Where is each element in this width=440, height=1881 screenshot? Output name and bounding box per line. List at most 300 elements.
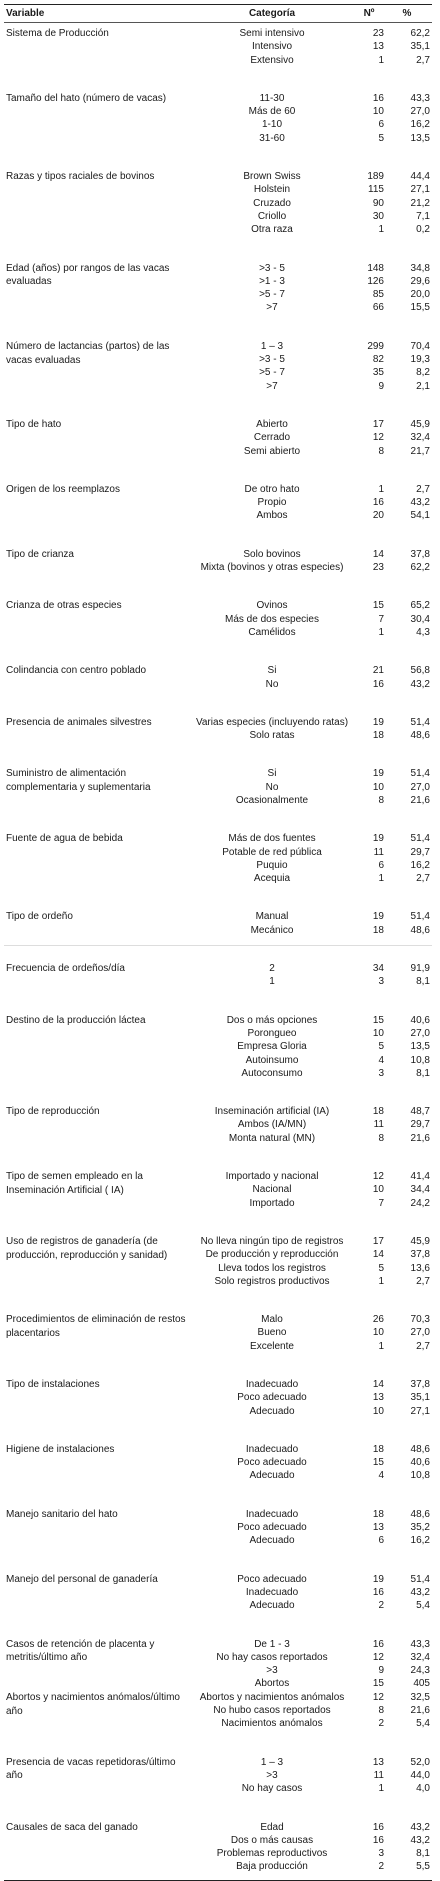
variable-label: Edad (años) por rangos de las vacas evaluadas xyxy=(6,262,170,288)
count-cell: 10 xyxy=(372,106,384,118)
category-cell: Holstein xyxy=(253,184,291,196)
count-cell: 34 xyxy=(372,963,384,975)
table-row xyxy=(4,1275,432,1288)
table-row xyxy=(4,1860,432,1873)
table-body xyxy=(4,23,432,1874)
category-cell: Malo xyxy=(261,1314,283,1326)
count-cell: 126 xyxy=(367,275,384,287)
count-cell: 12 xyxy=(372,1651,384,1663)
table-row xyxy=(4,1067,432,1080)
count-cell: 1 xyxy=(378,483,384,495)
percent-cell: 405 xyxy=(413,1678,430,1690)
percent-cell: 20,0 xyxy=(410,289,430,301)
count-cell: 5 xyxy=(378,1041,384,1053)
count-cell: 1 xyxy=(378,626,384,638)
table-row xyxy=(4,40,432,53)
count-cell: 1 xyxy=(378,1275,384,1287)
percent-cell: 27,0 xyxy=(410,1327,430,1339)
variable-label: Origen de los reemplazos xyxy=(6,483,120,495)
category-cell: No xyxy=(265,678,279,690)
percent-cell: 5,5 xyxy=(416,1861,430,1873)
category-cell: >3 xyxy=(266,1665,278,1677)
category-cell: Semi intensivo xyxy=(239,28,305,39)
count-cell: 189 xyxy=(367,171,384,183)
table-row xyxy=(4,794,432,807)
variable-label: Fuente de agua de bebida xyxy=(6,833,123,845)
count-cell: 3 xyxy=(378,976,384,988)
count-cell: 3 xyxy=(378,1848,384,1860)
variable-group xyxy=(4,767,432,807)
table-row xyxy=(4,380,432,393)
count-cell: 13 xyxy=(372,1522,384,1534)
variable-group xyxy=(4,599,432,639)
variable-group xyxy=(4,1105,432,1145)
count-cell: 13 xyxy=(372,1392,384,1404)
variable-label: Tipo de hato xyxy=(6,418,62,430)
category-cell: Abierto xyxy=(256,418,288,430)
table-row xyxy=(4,872,432,885)
table-row xyxy=(4,1521,432,1534)
count-cell: 10 xyxy=(372,1327,384,1339)
table-row xyxy=(4,496,432,509)
variable-group xyxy=(4,1508,432,1548)
percent-cell: 43,2 xyxy=(410,678,430,690)
count-cell: 17 xyxy=(372,1235,384,1247)
category-cell: 1 – 3 xyxy=(260,340,284,352)
percent-cell: 19,3 xyxy=(410,354,430,366)
percent-cell: 8,1 xyxy=(416,976,430,988)
variable-label: Tamaño del hato (número de vacas) xyxy=(6,92,167,104)
count-cell: 18 xyxy=(372,1443,384,1455)
count-cell: 21 xyxy=(372,665,384,677)
percent-cell: 27,0 xyxy=(410,1027,430,1039)
count-cell: 10 xyxy=(372,781,384,793)
percent-cell: 8,1 xyxy=(416,1067,430,1079)
category-cell: Poco adecuado xyxy=(237,1573,307,1585)
category-cell: Más de 60 xyxy=(248,106,296,118)
table-row xyxy=(4,1262,432,1275)
table-row xyxy=(4,1534,432,1547)
table-row xyxy=(4,1197,432,1210)
table-row xyxy=(4,859,432,872)
category-cell: Dos o más causas xyxy=(230,1834,314,1846)
table-row xyxy=(4,431,432,444)
count-cell: 15 xyxy=(372,1457,384,1469)
category-cell: Inadecuado xyxy=(245,1586,299,1598)
percent-cell: 13,5 xyxy=(410,132,430,144)
percent-cell: 48,7 xyxy=(410,1106,430,1118)
count-cell: 2 xyxy=(378,1718,384,1730)
percent-cell: 16,2 xyxy=(410,859,430,871)
count-cell: 66 xyxy=(372,302,384,314)
variable-label: Manejo sanitario del hato xyxy=(6,1508,118,1520)
percent-cell: 13,5 xyxy=(410,1041,430,1053)
category-cell: Baja producción xyxy=(236,1861,308,1873)
count-cell: 23 xyxy=(372,28,384,39)
count-cell: 8 xyxy=(378,445,384,457)
count-cell: 16 xyxy=(372,1834,384,1846)
category-cell: Importado xyxy=(249,1197,295,1209)
percent-cell: 45,9 xyxy=(410,1235,430,1247)
percent-cell: 21,7 xyxy=(410,445,430,457)
count-cell: 5 xyxy=(378,1262,384,1274)
percent-cell: 45,9 xyxy=(410,418,430,430)
table-row xyxy=(4,301,432,314)
count-cell: 16 xyxy=(372,1586,384,1598)
category-cell: Edad xyxy=(260,1821,284,1833)
percent-cell: 2,7 xyxy=(416,54,430,66)
header-count: Nº xyxy=(363,8,375,19)
percent-cell: 51,4 xyxy=(410,833,430,845)
table-row xyxy=(4,1834,432,1847)
table-row xyxy=(4,1677,432,1690)
table-row xyxy=(4,197,432,210)
category-cell: >7 xyxy=(266,380,278,392)
category-cell: Más de dos fuentes xyxy=(228,833,316,845)
category-cell: No hay casos xyxy=(241,1783,303,1795)
percent-cell: 2,7 xyxy=(416,1275,430,1287)
count-cell: 19 xyxy=(372,716,384,728)
category-cell: Autoconsumo xyxy=(241,1067,303,1079)
percent-cell: 43,3 xyxy=(410,1638,430,1650)
table-row xyxy=(4,210,432,223)
table-row xyxy=(4,1782,432,1795)
count-cell: 5 xyxy=(378,132,384,144)
category-cell: Cruzado xyxy=(253,197,291,209)
variable-label: Manejo del personal de ganadería xyxy=(6,1573,158,1585)
table-row xyxy=(4,678,432,691)
count-cell: 20 xyxy=(372,510,384,522)
percent-cell: 2,7 xyxy=(416,483,430,495)
category-cell: Importado y nacional xyxy=(225,1171,319,1183)
category-cell: >3 - 5 xyxy=(259,354,285,366)
percent-cell: 21,6 xyxy=(410,1132,430,1144)
count-cell: 148 xyxy=(367,262,384,274)
count-cell: 14 xyxy=(372,1249,384,1261)
percent-cell: 8,1 xyxy=(416,1848,430,1860)
table-row xyxy=(4,626,432,639)
variable-label: Procedimientos de eliminación de restos placentarios xyxy=(6,1314,186,1339)
category-cell: >1 - 3 xyxy=(259,275,285,287)
table-row xyxy=(4,509,432,522)
variable-label: Tipo de instalaciones xyxy=(6,1379,100,1390)
count-cell: 10 xyxy=(372,1405,384,1417)
count-cell: 4 xyxy=(378,1470,384,1482)
percent-cell: 16,2 xyxy=(410,119,430,131)
variable-label: Tipo de reproducción xyxy=(6,1106,100,1118)
count-cell: 14 xyxy=(372,548,384,560)
category-cell: Inadecuado xyxy=(245,1443,299,1455)
variable-group xyxy=(4,23,432,67)
category-cell: Acequia xyxy=(253,873,291,885)
category-cell: Otra raza xyxy=(251,224,293,236)
variable-group xyxy=(4,1313,432,1353)
percent-cell: 91,9 xyxy=(410,963,430,975)
count-cell: 16 xyxy=(372,92,384,104)
count-cell: 15 xyxy=(372,1678,384,1690)
variable-group xyxy=(4,262,432,315)
variable-group xyxy=(4,418,432,458)
category-cell: >5 - 7 xyxy=(259,367,285,379)
variable-group xyxy=(4,910,432,937)
variable-group xyxy=(4,1638,432,1678)
category-cell: Extensivo xyxy=(250,54,294,66)
category-cell: Camélidos xyxy=(248,626,296,638)
header-category: Categoría xyxy=(248,8,296,19)
percent-cell: 37,8 xyxy=(410,548,430,560)
count-cell: 19 xyxy=(372,768,384,780)
category-cell: Propio xyxy=(257,497,287,509)
table-row xyxy=(4,1340,432,1353)
category-cell: De 1 - 3 xyxy=(254,1638,290,1650)
variable-label: Razas y tipos raciales de bovinos xyxy=(6,171,155,183)
table-row xyxy=(4,561,432,574)
category-cell: >3 - 5 xyxy=(259,262,285,274)
variable-group xyxy=(4,170,432,236)
percent-cell: 52,0 xyxy=(410,1756,430,1768)
variable-label: Casos de retención de placenta y metritis/último año xyxy=(6,1638,155,1664)
count-cell: 8 xyxy=(378,794,384,806)
percent-cell: 41,4 xyxy=(410,1171,430,1183)
category-cell: Ocasionalmente xyxy=(235,794,309,806)
count-cell: 1 xyxy=(378,1340,384,1352)
percent-cell: 44,0 xyxy=(410,1769,430,1781)
percent-cell: 51,4 xyxy=(410,768,430,780)
variable-group xyxy=(4,483,432,523)
percent-cell: 13,6 xyxy=(410,1262,430,1274)
percent-cell: 4,3 xyxy=(416,626,430,638)
count-cell: 8 xyxy=(378,1705,384,1717)
percent-cell: 30,4 xyxy=(410,613,430,625)
percent-cell: 32,5 xyxy=(410,1691,430,1703)
category-cell: Cerrado xyxy=(253,432,291,444)
percent-cell: 21,6 xyxy=(410,1705,430,1717)
count-cell: 18 xyxy=(372,1508,384,1520)
count-cell: 85 xyxy=(372,289,384,301)
percent-cell: 35,1 xyxy=(410,1392,430,1404)
category-cell: Solo ratas xyxy=(249,730,295,742)
category-cell: 31-60 xyxy=(259,132,285,144)
category-cell: No hubo casos reportados xyxy=(213,1705,331,1717)
variable-group xyxy=(4,1443,432,1483)
count-cell: 10 xyxy=(372,1184,384,1196)
percent-cell: 29,7 xyxy=(410,846,430,858)
count-cell: 13 xyxy=(372,41,384,53)
percent-cell: 43,2 xyxy=(410,1821,430,1833)
count-cell: 16 xyxy=(372,497,384,509)
category-cell: Mixta (bovinos y otras especies) xyxy=(200,562,344,574)
table-row xyxy=(4,613,432,626)
category-cell: Semi abierto xyxy=(243,445,301,457)
header-percent: % xyxy=(402,8,412,19)
variable-label: Número de lactancias (partos) de las vacas evaluadas xyxy=(6,340,170,366)
percent-cell: 27,0 xyxy=(410,781,430,793)
count-cell: 19 xyxy=(372,911,384,923)
count-cell: 18 xyxy=(372,924,384,936)
count-cell: 19 xyxy=(372,833,384,845)
percent-cell: 44,4 xyxy=(410,171,430,183)
percent-cell: 35,1 xyxy=(410,41,430,53)
percent-cell: 70,4 xyxy=(410,340,430,352)
percent-cell: 27,1 xyxy=(410,184,430,196)
count-cell: 6 xyxy=(378,859,384,871)
category-cell: >5 - 7 xyxy=(259,289,285,301)
count-cell: 3 xyxy=(378,1067,384,1079)
category-cell: Problemas reproductivos xyxy=(216,1848,328,1860)
count-cell: 115 xyxy=(368,184,384,196)
table-row xyxy=(4,846,432,859)
variable-group xyxy=(4,92,432,145)
percent-cell: 43,3 xyxy=(410,92,430,104)
category-cell: Brown Swiss xyxy=(243,171,301,183)
percent-cell: 16,2 xyxy=(410,1535,430,1547)
count-cell: 18 xyxy=(372,1106,384,1118)
category-cell: Adecuado xyxy=(249,1470,295,1482)
category-cell: No xyxy=(265,781,279,793)
variable-label: Presencia de animales silvestres xyxy=(6,716,152,728)
category-cell: 1-10 xyxy=(261,119,282,131)
variable-label: Causales de saca del ganado xyxy=(6,1821,138,1833)
table-header xyxy=(4,5,432,22)
category-cell: Lleva todos los registros xyxy=(218,1262,326,1274)
table-row xyxy=(4,924,432,937)
category-cell: Solo registros productivos xyxy=(214,1275,330,1287)
category-cell: Intensivo xyxy=(251,41,293,53)
count-cell: 15 xyxy=(372,600,384,612)
variable-label: Higiene de instalaciones xyxy=(6,1443,115,1455)
percent-cell: 62,2 xyxy=(410,562,430,574)
table-row xyxy=(4,445,432,458)
table-row xyxy=(4,118,432,131)
category-cell: Manual xyxy=(255,911,289,923)
count-cell: 4 xyxy=(378,1054,384,1066)
category-cell: Poco adecuado xyxy=(237,1392,307,1404)
variable-group xyxy=(4,664,432,691)
count-cell: 1 xyxy=(378,1783,384,1795)
variable-label: Abortos y nacimientos anómalos/último año xyxy=(6,1691,180,1717)
table-row xyxy=(4,54,432,67)
category-cell: >7 xyxy=(266,302,278,314)
table-row xyxy=(4,1664,432,1677)
variable-label: Suministro de alimentación complementaria y suplementaria xyxy=(6,768,151,794)
count-cell: 12 xyxy=(372,1691,384,1703)
table-row xyxy=(4,1054,432,1067)
category-cell: Adecuado xyxy=(249,1600,295,1612)
percent-cell: 15,5 xyxy=(410,302,430,314)
count-cell: 16 xyxy=(372,678,384,690)
percent-cell: 4,0 xyxy=(416,1783,430,1795)
count-cell: 1 xyxy=(378,873,384,885)
category-cell: Nacimientos anómalos xyxy=(221,1718,323,1730)
percent-cell: 32,4 xyxy=(410,432,430,444)
section-divider xyxy=(4,945,432,946)
variable-label: Frecuencia de ordeños/día xyxy=(6,963,125,975)
category-cell: Adecuado xyxy=(249,1535,295,1547)
count-cell: 16 xyxy=(372,1638,384,1650)
percent-cell: 2,1 xyxy=(416,380,430,392)
variable-group xyxy=(4,1573,432,1613)
percent-cell: 10,8 xyxy=(410,1470,430,1482)
percent-cell: 48,6 xyxy=(410,730,430,742)
count-cell: 35 xyxy=(372,367,384,379)
variable-group xyxy=(4,340,432,393)
percent-cell: 37,8 xyxy=(410,1249,430,1261)
category-cell: Poco adecuado xyxy=(237,1457,307,1469)
variable-group xyxy=(4,1235,432,1288)
table-row xyxy=(4,366,432,379)
category-cell: Inadecuado xyxy=(245,1379,299,1390)
category-cell: 1 xyxy=(269,976,275,988)
count-cell: 30 xyxy=(372,210,384,222)
percent-cell: 51,4 xyxy=(410,911,430,923)
percent-cell: 48,6 xyxy=(410,1443,430,1455)
percent-cell: 70,3 xyxy=(410,1314,430,1326)
percent-cell: 40,6 xyxy=(410,1014,430,1026)
category-cell: Abortos xyxy=(254,1678,290,1690)
percent-cell: 32,4 xyxy=(410,1651,430,1663)
percent-cell: 48,6 xyxy=(410,1508,430,1520)
category-cell: 2 xyxy=(269,963,275,975)
count-cell: 12 xyxy=(372,1171,384,1183)
variable-group xyxy=(4,1756,432,1796)
variable-label: Uso de registros de ganadería (de producción, reproducción y sanidad) xyxy=(6,1235,168,1261)
percent-cell: 37,8 xyxy=(410,1379,430,1390)
count-cell: 6 xyxy=(378,119,384,131)
table-row xyxy=(4,1405,432,1418)
percent-cell: 43,2 xyxy=(410,497,430,509)
category-cell: Abortos y nacimientos anómalos xyxy=(199,1691,345,1703)
variable-group xyxy=(4,832,432,885)
percent-cell: 56,8 xyxy=(410,665,430,677)
category-cell: Porongueo xyxy=(247,1027,297,1039)
variable-group xyxy=(4,716,432,743)
variable-label: Tipo de crianza xyxy=(6,548,74,560)
variable-label: Colindancia con centro poblado xyxy=(6,665,147,677)
table-row xyxy=(4,1040,432,1053)
count-cell: 7 xyxy=(378,613,384,625)
percent-cell: 0,2 xyxy=(416,224,430,236)
percent-cell: 21,6 xyxy=(410,794,430,806)
table-row xyxy=(4,1132,432,1145)
percent-cell: 51,4 xyxy=(410,716,430,728)
count-cell: 9 xyxy=(378,1665,384,1677)
count-cell: 11 xyxy=(373,1769,384,1781)
percent-cell: 21,2 xyxy=(410,197,430,209)
count-cell: 19 xyxy=(372,1573,384,1585)
count-cell: 12 xyxy=(372,432,384,444)
category-cell: >3 xyxy=(266,1769,278,1781)
percent-cell: 5,4 xyxy=(416,1718,430,1730)
variable-group xyxy=(4,962,432,989)
category-cell: Mecánico xyxy=(250,924,294,936)
category-cell: No hay casos reportados xyxy=(216,1651,328,1663)
table-row xyxy=(4,729,432,742)
variable-label: Crianza de otras especies xyxy=(6,600,122,612)
table-row xyxy=(4,1469,432,1482)
category-cell: Si xyxy=(267,768,277,780)
percent-cell: 10,8 xyxy=(410,1054,430,1066)
header-variable: Variable xyxy=(6,8,45,19)
table-row xyxy=(4,1717,432,1730)
percent-cell: 43,2 xyxy=(410,1586,430,1598)
category-cell: Adecuado xyxy=(249,1405,295,1417)
percent-cell: 34,4 xyxy=(410,1184,430,1196)
variable-group xyxy=(4,1014,432,1080)
table-row xyxy=(4,1847,432,1860)
percent-cell: 8,2 xyxy=(416,367,430,379)
count-cell: 18 xyxy=(372,730,384,742)
category-cell: Si xyxy=(267,665,277,677)
